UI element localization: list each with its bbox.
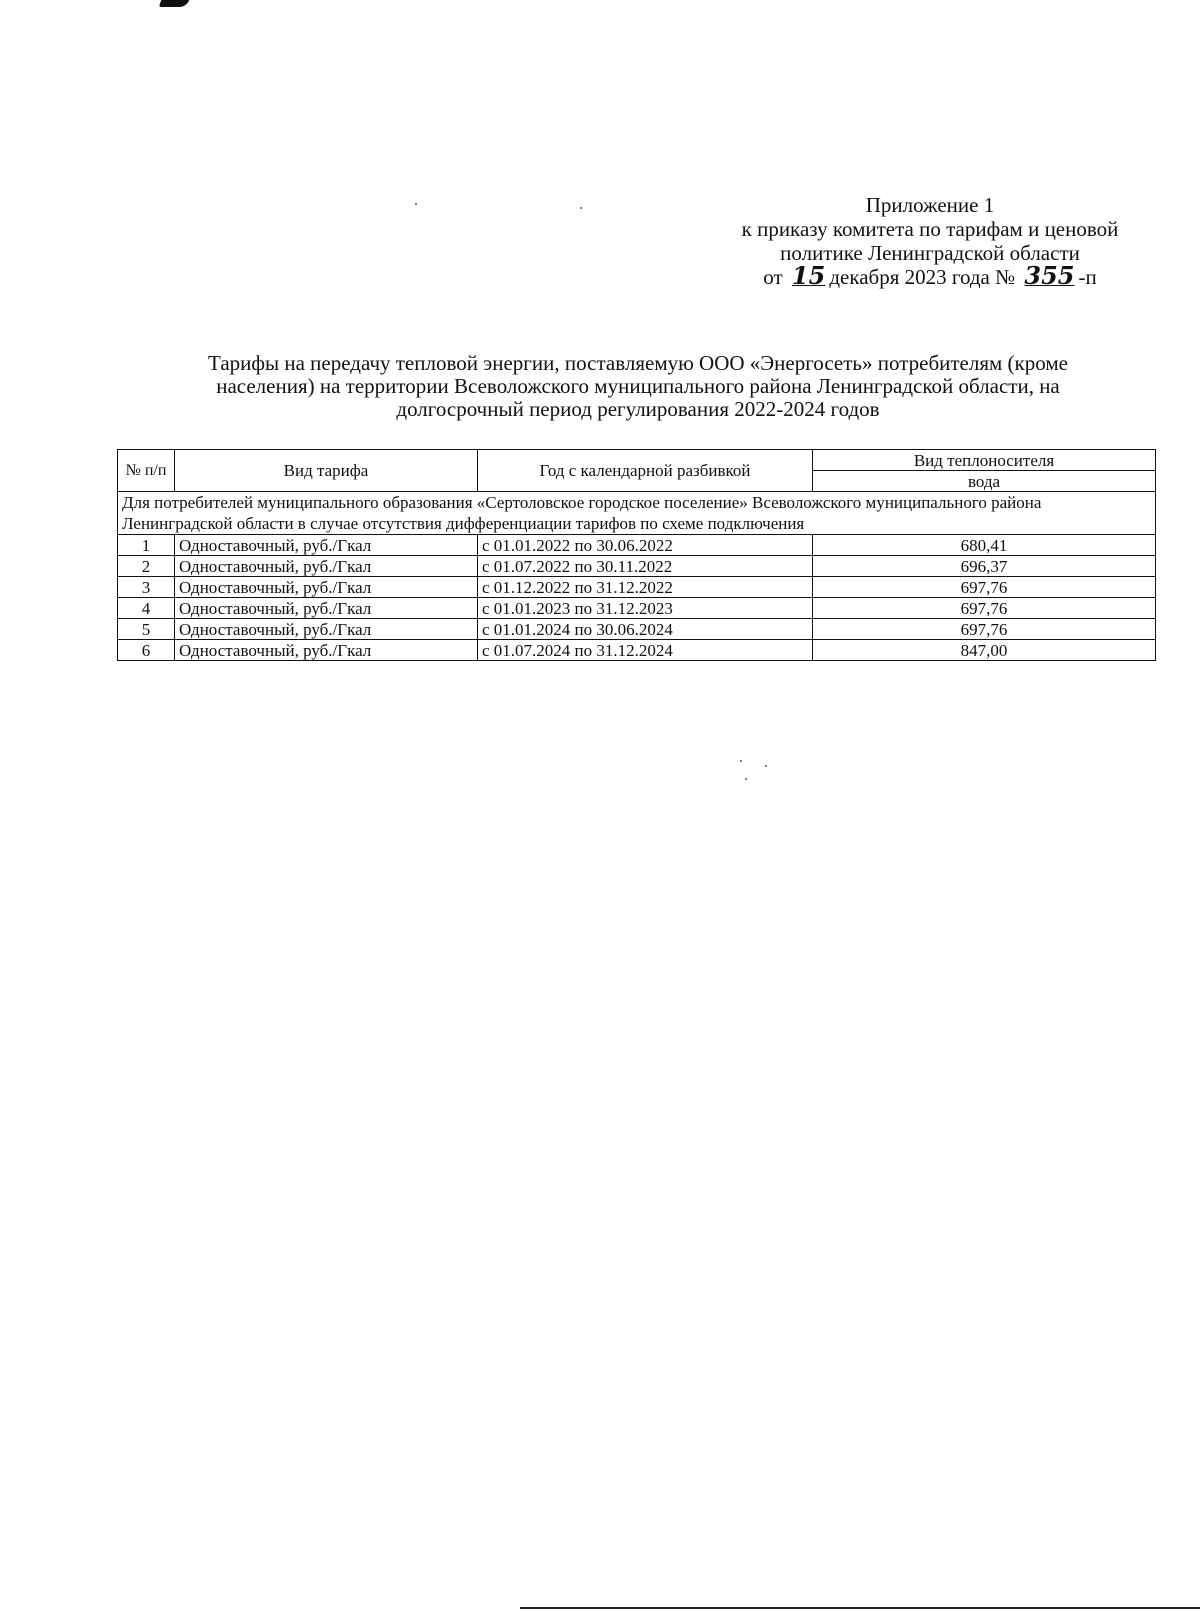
scan-speck	[580, 207, 582, 209]
cell-num: 1	[118, 535, 175, 556]
cell-type: Одноставочный, руб./Гкал	[175, 577, 478, 598]
cell-num: 6	[118, 640, 175, 661]
cell-num: 3	[118, 577, 175, 598]
header-period: Год с календарной разбивкой	[478, 450, 813, 492]
scan-speck	[745, 778, 747, 780]
cell-type: Одноставочный, руб./Гкал	[175, 619, 478, 640]
table-row	[118, 598, 1156, 619]
cell-value: 697,76	[813, 619, 1156, 640]
appendix-header	[700, 193, 1160, 289]
date-prefix: от	[763, 265, 788, 289]
order-suffix: -п	[1078, 265, 1097, 289]
cell-value: 847,00	[813, 640, 1156, 661]
title-line: долгосрочный период регулирования 2022-2024 годов	[396, 397, 880, 421]
cell-num: 2	[118, 556, 175, 577]
table-row	[118, 619, 1156, 640]
table-row	[118, 556, 1156, 577]
cell-type: Одноставочный, руб./Гкал	[175, 598, 478, 619]
table-row	[118, 640, 1156, 661]
group-description: Для потребителей муниципального образования «Сертоловское городское поселение» Всеволожского муниципального района Ленинградской области в случае отсутствия дифференциации тарифов по схеме подключения	[118, 492, 1156, 535]
group-row	[118, 492, 1156, 535]
header-water: вода	[813, 471, 1156, 492]
appendix-line: политике Ленинградской области	[780, 241, 1080, 265]
cell-type: Одноставочный, руб./Гкал	[175, 556, 478, 577]
scan-artifact-bottom	[520, 1607, 1200, 1609]
cell-num: 5	[118, 619, 175, 640]
header-type: Вид тарифа	[175, 450, 478, 492]
scan-speck	[415, 203, 417, 205]
scan-artifact-top	[159, 0, 190, 7]
header-carrier: Вид теплоносителя	[813, 450, 1156, 471]
cell-period: с 01.12.2022 по 31.12.2022	[478, 577, 813, 598]
appendix-line: Приложение 1	[865, 193, 995, 217]
cell-period: с 01.01.2024 по 30.06.2024	[478, 619, 813, 640]
document-title	[118, 352, 1158, 421]
cell-value: 696,37	[813, 556, 1156, 577]
table-row	[118, 577, 1156, 598]
scan-speck	[740, 760, 742, 762]
cell-value: 680,41	[813, 535, 1156, 556]
cell-period: с 01.07.2024 по 31.12.2024	[478, 640, 813, 661]
date-rest: декабря 2023 года №	[829, 265, 1021, 289]
cell-type: Одноставочный, руб./Гкал	[175, 535, 478, 556]
scan-speck	[765, 765, 767, 767]
appendix-line: к приказу комитета по тарифам и ценовой	[741, 217, 1119, 241]
cell-value: 697,76	[813, 577, 1156, 598]
cell-num: 4	[118, 598, 175, 619]
tariff-table	[117, 449, 1156, 661]
appendix-date-line	[700, 261, 1160, 290]
title-line: населения) на территории Всеволожского муниципального района Ленинградской области, на	[216, 374, 1060, 398]
handwritten-order-number: 355	[1024, 261, 1075, 290]
cell-period: с 01.01.2023 по 31.12.2023	[478, 598, 813, 619]
cell-type: Одноставочный, руб./Гкал	[175, 640, 478, 661]
handwritten-day: 15	[791, 261, 826, 290]
title-line: Тарифы на передачу тепловой энергии, поставляемую ООО «Энергосеть» потребителям (кроме	[208, 351, 1068, 375]
header-row	[118, 450, 1156, 471]
table-row	[118, 535, 1156, 556]
cell-period: с 01.07.2022 по 30.11.2022	[478, 556, 813, 577]
cell-period: с 01.01.2022 по 30.06.2022	[478, 535, 813, 556]
header-num: № п/п	[118, 450, 175, 492]
cell-value: 697,76	[813, 598, 1156, 619]
